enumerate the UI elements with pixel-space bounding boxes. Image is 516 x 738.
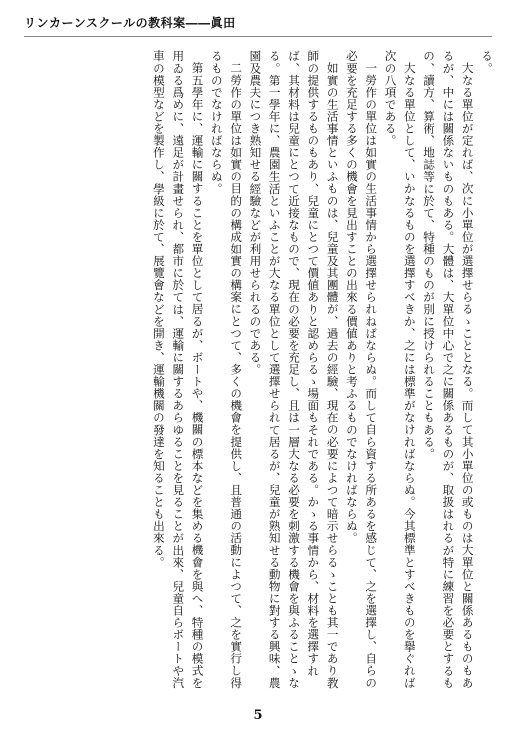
header-title: リンカーンスクールの教科案――眞田: [24, 16, 236, 30]
paragraph: 二勞作の單位は如實の目的の構成如實の構案にとつて、多くの機會を提供し、且普通の活動によつて、之を實行し得るものでなければならぬ。: [209, 50, 244, 689]
paragraph: 大なる單位が定れば、次に小單位が選擇せらるゝこととなる。而して其小單位の或ものは大單位と關係あるものもあるが、中には關係ないものもある。大體は、大單位中心で之に關係あるものが、取扱はれるが特に練習を必要とするもの、讀方、算術、地誌等に於て、特種のものが別に授けられることもある。: [422, 50, 475, 689]
running-header: [24, 14, 492, 38]
paragraph: 如實の生活事情といふものは、兒童及其團體が、過去の經驗、現在の必要によつて暗示せらるゝことも其一であり教師の提供するものもあり、兒童にとつて價値ありと認めらるゝ場面もそれである。かゝる事情から、材料を選擇すれば、其材料は兒童にとつて近接なもので、現在の必要を充足し、且は一層大なる必要を刺激する機會を與ふることゝなる。第一學年に、農園生活といふことが大なる單位として選擇せられて居るが、兒童が熟知せる動物に對する興味、農園及農夫につき熟知せる經驗などが利用せられるのである。: [248, 50, 340, 689]
paragraph: 一勞作の單位は如實の生活事情から選擇せられねばならぬ。而して自ら資する所あるを感じて、之を選擇し、自らの必要を充足する多くの機會を見出すことの出來る價値ありと考ふるものでなければならぬ。: [344, 50, 379, 689]
header-divider: [24, 36, 492, 37]
paragraph: 大なる單位として、いかなるものを選擇すべきか、之には標準がなければならぬ。今其標準とすべきものを擧ぐれば次の八項である。: [383, 50, 417, 689]
body-text: [20, 50, 496, 690]
paragraph: 第五學年に、運輸に關することを單位として居るが、ボートや、機關の標本などを集める機會を與へ、特種の模式を用ゐる爲めに、遠足が計畫せられ、都市に於ては、運輸に關するあらゆることを見ることが出來、兒童自らボートや汽車の模型などを製作し、學級に於て、展覽會などを開き、運輸機關の發達を知ることも出來る。: [151, 50, 205, 689]
paragraph: る。: [480, 50, 494, 75]
page-number: 5: [253, 708, 263, 723]
